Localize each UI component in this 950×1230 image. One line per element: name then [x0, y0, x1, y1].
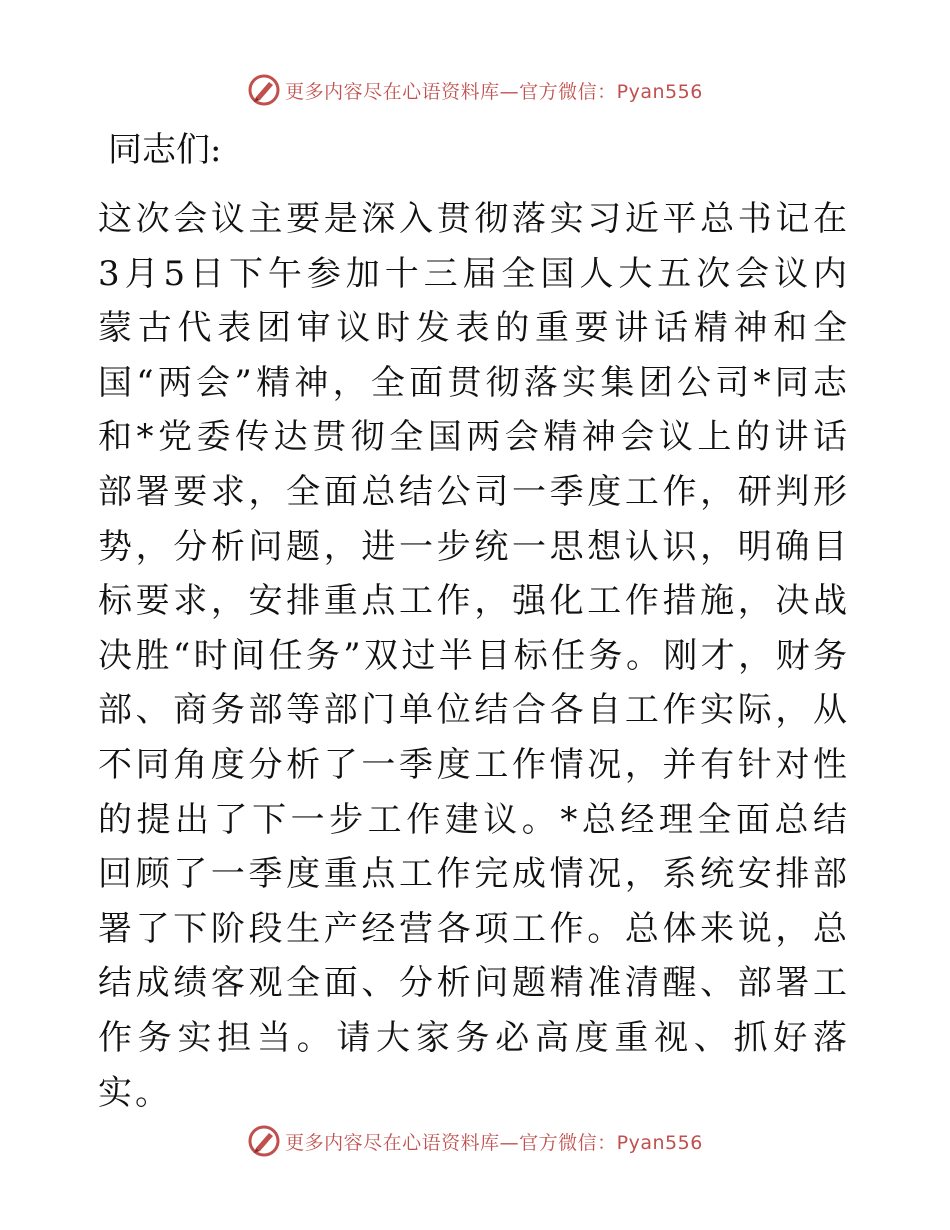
body-paragraph: 这次会议主要是深入贯彻落实习近平总书记在3月5日下午参加十三届全国人大五次会议内蒙古代表团审议时发表的重要讲话精神和全国“两会”精神，全面贯彻落实集团公司*同志和*党委传达贯彻全国两会精神会议上的讲话部署要求，全面总结公司一季度工作，研判形势，分析问题，进一步统一思想认识，明确目标要求，安排重点工作，强化工作措施，决战决胜“时间任务”双过半目标任务。刚才，财务部、商务部等部门单位结合各自工作实际，从不同角度分析了一季度工作情况，并有针对性的提出了下一步工作建议。*总经理全面总结回顾了一季度重点工作完成情况，系统安排部署了下阶段生产经营各项工作。总体来说，总结成绩客观全面、分析问题精准清醒、部署工作务实担当。请大家务必高度重视、抓好落实。 — [98, 199, 850, 1113]
pen-logo-icon — [247, 73, 281, 107]
watermark-text: 更多内容尽在心语资料库—官方微信：Pyan556 — [285, 1131, 703, 1154]
salutation: 同志们: — [108, 130, 222, 170]
watermark-text: 更多内容尽在心语资料库—官方微信：Pyan556 — [285, 80, 703, 103]
pen-logo-icon — [247, 1124, 281, 1158]
header-watermark — [0, 70, 950, 110]
footer-watermark — [0, 1121, 950, 1161]
